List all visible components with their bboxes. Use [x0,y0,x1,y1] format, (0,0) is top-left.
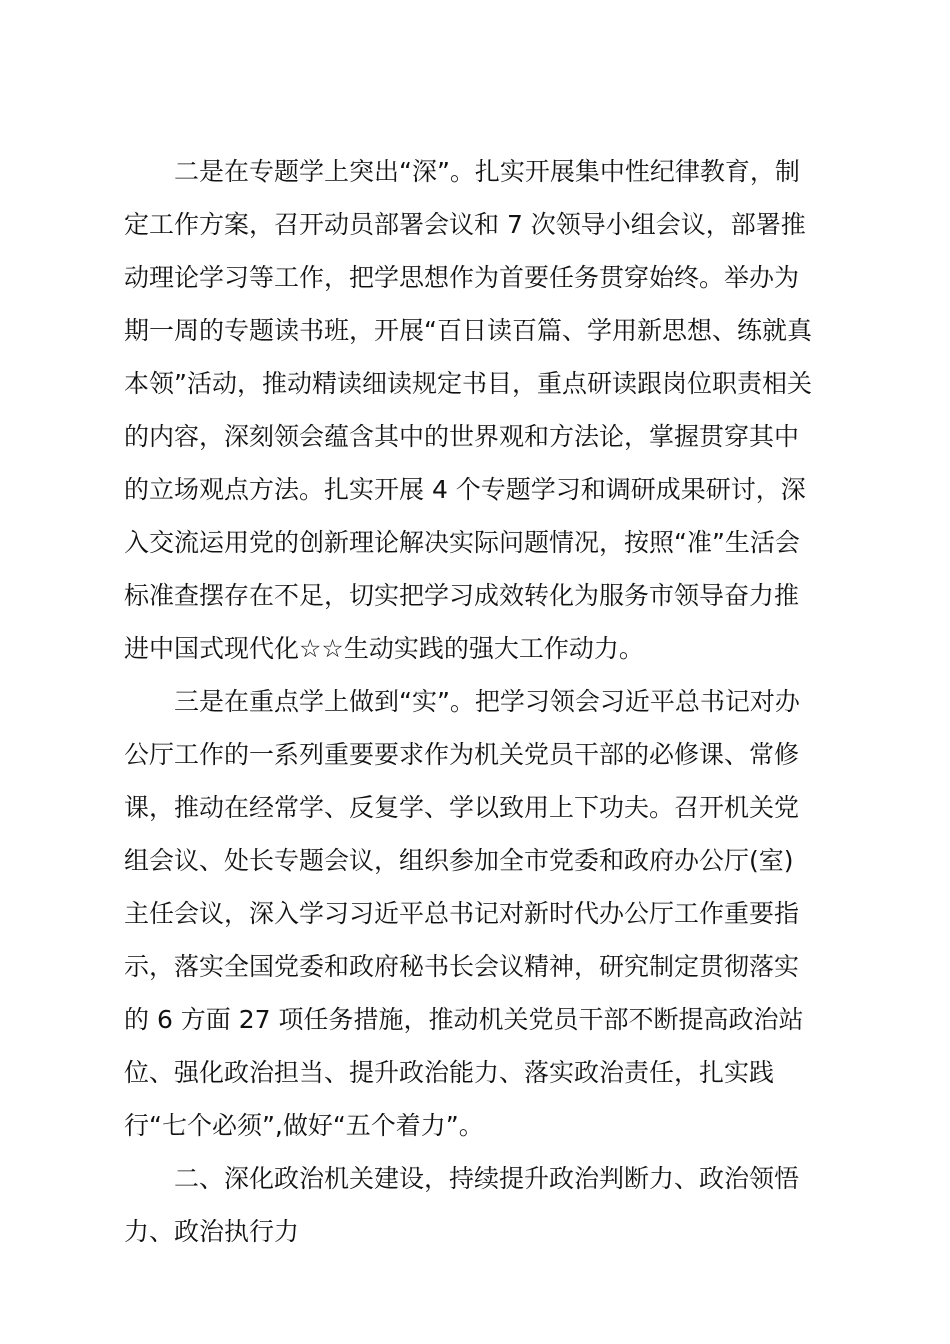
text-line: 的 6 方面 27 项任务措施，推动机关党员干部不断提高政治站 [124,1005,804,1034]
text-line: 示，落实全国党委和政府秘书长会议精神，研究制定贯彻落实 [124,952,800,981]
text-line: 三是在重点学上做到“实”。把学习领会习近平总书记对办 [174,687,800,716]
text-line: 行“七个必须”,做好“五个着力”。 [124,1111,484,1140]
text-line: 动理论学习等工作，把学思想作为首要任务贯穿始终。举办为 [124,263,800,292]
paragraph-theme-study [124,145,836,675]
text-line: 课，推动在经常学、反复学、学以致用上下功夫。召开机关党 [124,793,800,822]
text-line: 入交流运用党的创新理论解决实际问题情况，按照“准”生活会 [124,528,800,557]
text-line: 期一周的专题读书班，开展“百日读百篇、学用新思想、练就真 [124,316,812,345]
text-line: 的内容，深刻领会蕴含其中的世界观和方法论，掌握贯穿其中 [124,422,800,451]
text-line: 主任会议，深入学习习近平总书记对新时代办公厅工作重要指 [124,899,800,928]
paragraph-key-study [124,675,836,1152]
text-line: 的立场观点方法。扎实开展 4 个专题学习和调研成果研讨，深 [124,475,806,504]
text-line: 组会议、处长专题会议，组织参加全市党委和政府办公厅(室) [124,846,794,875]
text-line: 标准查摆存在不足，切实把学习成效转化为服务市领导奋力推 [124,581,800,610]
text-line: 进中国式现代化☆☆生动实践的强大工作动力。 [124,634,644,663]
heading-line: 二、深化政治机关建设，持续提升政治判断力、政治领悟 [174,1164,800,1193]
heading-line: 力、政治执行力 [124,1217,300,1246]
text-line: 本领”活动，推动精读细读规定书目，重点研读跟岗位职责相关 [124,369,812,398]
text-line: 二是在专题学上突出“深”。扎实开展集中性纪律教育，制 [174,157,800,186]
text-line: 定工作方案，召开动员部署会议和 7 次领导小组会议，部署推 [124,210,806,239]
text-line: 位、强化政治担当、提升政治能力、落实政治责任，扎实践 [124,1058,775,1087]
text-line: 公厅工作的一系列重要要求作为机关党员干部的必修课、常修 [124,740,800,769]
document-body [124,145,836,1258]
section-heading [124,1152,836,1258]
